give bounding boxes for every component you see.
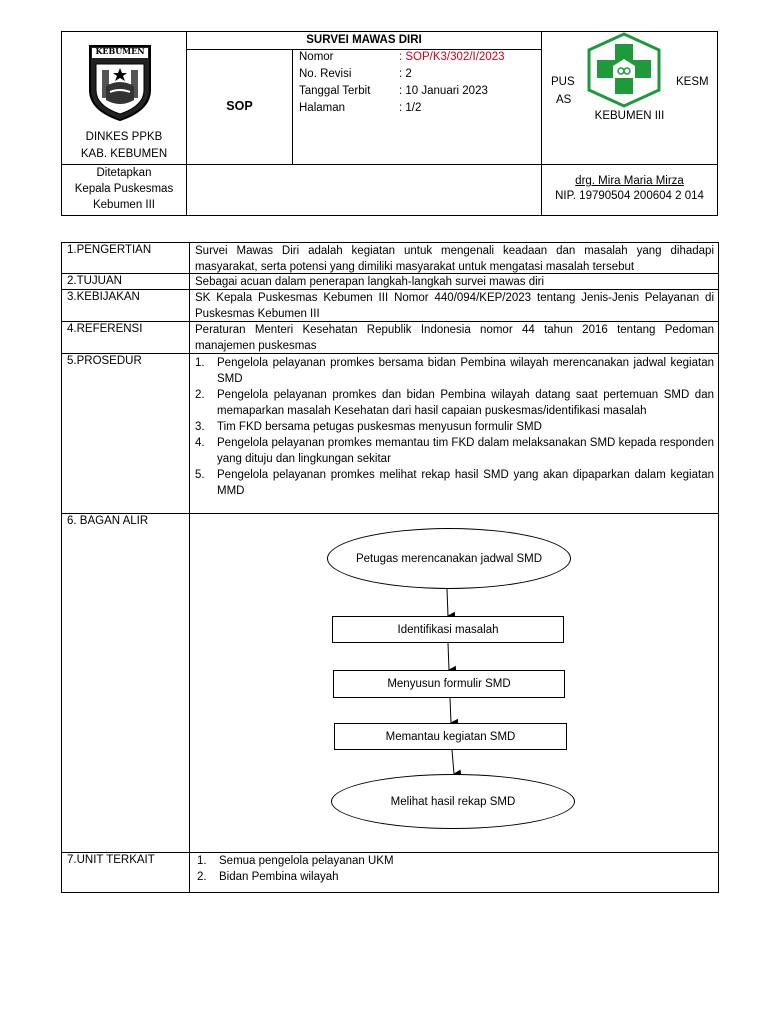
unit-terkait-num: 1.: [197, 855, 207, 867]
flow-arrow-2: [448, 643, 449, 670]
flow-step-box: Menyusun formulir SMD: [333, 670, 565, 698]
approved-line2: Kepala Puskesmas: [74, 183, 174, 195]
meta-label-revisi: No. Revisi: [299, 68, 352, 80]
unit-terkait-list: [197, 853, 712, 885]
flow-arrow-1: [447, 589, 448, 616]
unit-terkait-num: 2.: [197, 871, 207, 883]
doc-title: SURVEI MAWAS DIRI: [306, 34, 422, 46]
prosedur-num: 2.: [195, 389, 205, 401]
flow-end-oval: Melihat hasil rekap SMD: [331, 774, 575, 829]
section-text-tujuan: Sebagai acuan dalam penerapan langkah-langkah survei mawas diri: [195, 276, 545, 288]
section-label-kebijakan: 3.KEBIJAKAN: [67, 291, 140, 303]
org-line2: KAB. KEBUMEN: [80, 148, 168, 160]
puskesmas-name: KEBUMEN III: [594, 110, 665, 122]
section-label-pengertian: 1.PENGERTIAN: [67, 244, 152, 256]
flow-arrow-3: [450, 698, 451, 723]
flow-arrow-4: [452, 750, 454, 774]
signer-name: drg. Mira Maria Mirza: [575, 175, 684, 187]
prosedur-text: Pengelola pelayanan promkes dan bidan Pembina wilayah datang saat pertemuan SMD dan memaparkan masalah Kesehatan dari hasil capaian puskesmas/identifikasi masalah: [217, 389, 714, 417]
approved-line1: Ditetapkan: [96, 167, 152, 179]
section-label-unit-terkait: 7.UNIT TERKAIT: [67, 854, 155, 866]
meta-label-nomor: Nomor: [299, 51, 334, 63]
prosedur-text: Pengelola pelayanan promkes memantau tim FKD dalam melaksanakan SMD kepada responden yang dituju dan lingkungan sekitar: [217, 437, 714, 465]
prosedur-text: Pengelola pelayanan promkes melihat rekap hasil SMD yang akan dipaparkan dalam kegiatan MMD: [217, 469, 714, 497]
meta-value-tanggal: : 10 Januari 2023: [399, 85, 488, 97]
flow-step-box: Memantau kegiatan SMD: [334, 723, 567, 750]
prosedur-text: Pengelola pelayanan promkes bersama bidan Pembina wilayah merencanakan jadwal kegiatan SMD: [217, 357, 714, 385]
prosedur-num: 4.: [195, 437, 205, 449]
flow-step-box: Identifikasi masalah: [332, 616, 564, 643]
puskesmas-text-left1: PUS: [551, 76, 575, 88]
prosedur-num: 5.: [195, 469, 205, 481]
section-label-tujuan: 2.TUJUAN: [67, 275, 122, 287]
prosedur-num: 1.: [195, 357, 205, 369]
unit-terkait-item: [197, 853, 712, 869]
section-text-pengertian: Survei Mawas Diri adalah kegiatan untuk mengenali keadaan dan masalah yang dihadapi masyarakat, serta potensi yang dimiliki masyarakat untuk mengatasi masalah tersebut: [195, 245, 714, 273]
section-label-prosedur: 5.PROSEDUR: [67, 355, 142, 367]
prosedur-num: 3.: [195, 421, 205, 433]
meta-label-halaman: Halaman: [299, 102, 346, 114]
signer-nip: NIP. 19790504 200604 2 014: [555, 190, 704, 202]
org-line1: DINKES PPKB: [85, 131, 163, 143]
unit-terkait-text: Bidan Pembina wilayah: [219, 871, 339, 883]
doc-type: SOP: [226, 99, 253, 113]
meta-label-tanggal: Tanggal Terbit: [299, 85, 371, 97]
puskesmas-text-right: KESM: [676, 76, 709, 88]
unit-terkait-text: Semua pengelola pelayanan UKM: [219, 855, 394, 867]
meta-value-revisi: : 2: [399, 68, 412, 80]
prosedur-text: Tim FKD bersama petugas puskesmas menyusun formulir SMD: [217, 421, 542, 433]
approved-line3: Kebumen III: [92, 199, 155, 211]
meta-value-nomor: : SOP/K3/302/I/2023: [399, 51, 505, 63]
unit-terkait-item: [197, 869, 712, 885]
meta-value-halaman: : 1/2: [399, 102, 422, 114]
section-text-referensi: Peraturan Menteri Kesehatan Republik Indonesia nomor 44 tahun 2016 tentang Pedoman manajemen puskesmas: [195, 324, 714, 352]
district-logo-text: KEBUMEN: [95, 46, 145, 56]
flow-start-oval: Petugas merencanakan jadwal SMD: [327, 528, 571, 589]
section-text-kebijakan: SK Kepala Puskesmas Kebumen III Nomor 440/094/KEP/2023 tentang Jenis-Jenis Pelayanan di Puskesmas Kebumen III: [195, 292, 714, 320]
section-label-referensi: 4.REFERENSI: [67, 323, 143, 335]
puskesmas-text-left2: AS: [556, 94, 572, 106]
section-label-bagan-alir: 6. BAGAN ALIR: [67, 515, 149, 527]
